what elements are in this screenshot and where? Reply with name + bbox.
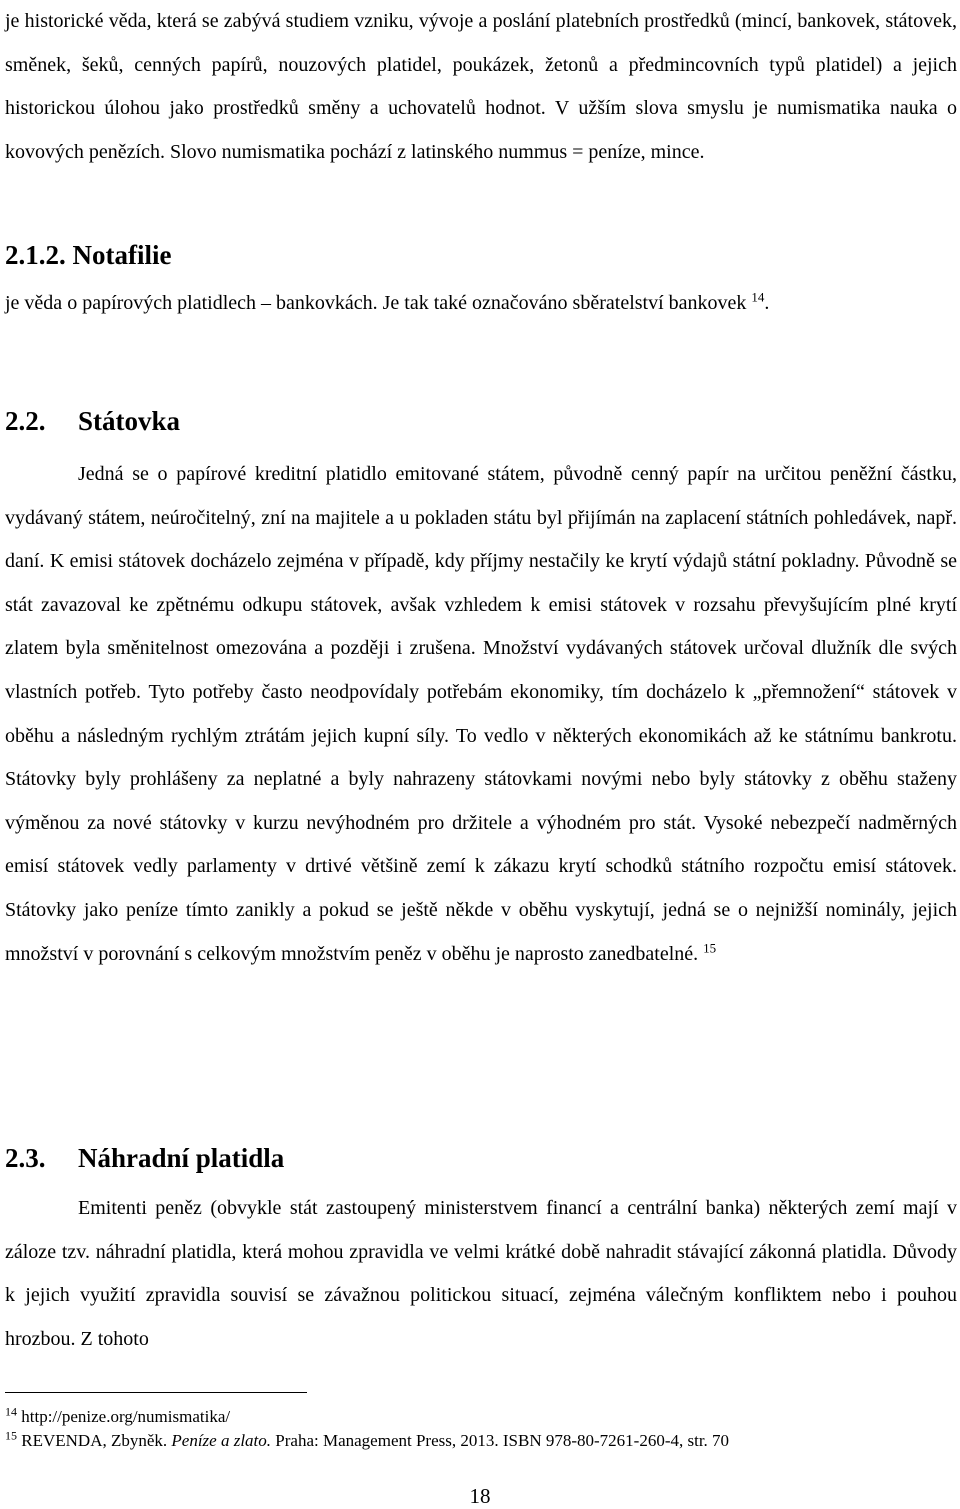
page-number: 18 <box>469 1484 491 1508</box>
footnote-ref-14[interactable]: 14 <box>751 289 765 305</box>
footnote-14 <box>5 1404 231 1427</box>
numismatika-paragraph: je historické věda, která se zabývá studiem vzniku, vývoje a poslání platebních prostředků (mincí, bankovek, státovek, směnek, šeků, cenných papírů, nouzových platidel, poukázek, žetonů a předmincovních typů platidel) a jejich historickou úlohou jako prostředků směny a uchovatelů hodnot. V užším slova smyslu je numismatika nauka o kovových penězích. Slovo numismatika pochází z latinského nummus = peníze, mince. <box>5 10 957 163</box>
heading-number: 2.2. <box>5 406 46 436</box>
heading-statovka <box>5 404 180 438</box>
footnote-15 <box>5 1428 730 1451</box>
footnote-separator <box>5 1392 307 1393</box>
heading-notafilie <box>5 238 171 272</box>
footnote-text-rest: Praha: Management Press, 2013. ISBN 978-80-7261-260-4, str. 70 <box>271 1431 730 1450</box>
heading-title: Notafilie <box>72 240 172 270</box>
heading-title: Náhradní platidla <box>78 1143 285 1173</box>
footnote-link[interactable]: http://penize.org/numismatika/ <box>21 1407 231 1426</box>
heading-number: 2.1.2. <box>5 240 66 270</box>
heading-title: Státovka <box>78 406 181 436</box>
footnote-ref-15[interactable]: 15 <box>703 939 717 955</box>
footnote-number: 15 <box>5 1428 17 1443</box>
footnote-number: 14 <box>5 1404 17 1419</box>
notafilie-paragraph <box>5 282 957 326</box>
paragraph-text: Jedná se o papírové kreditní platidlo emitované státem, původně cenný papír na určitou peněžní částku, vydávaný státem, neúročitelný, zní na majitele a u pokladen státu byl přijímán na zaplacení státních pohledávek, např. daní. K emisi státovek docházelo zejména v případě, kdy příjmy nestačily ke krytí výdajů státní pokladny. Původně se stát zavazoval ke zpětnému odkupu státovek, avšak vzhledem k emisi státovek v rozsahu převyšujícím plné krytí zlatem byla směnitelnost omezována a později i zrušena. Množství vydávaných státovek určoval dlužník dle svých vlastních potřeb. Tyto potřeby často neodpovídaly potřebám ekonomiky, tím docházelo k „přemnožení“ státovek v oběhu a následným rychlým ztrátám jejich kupní síly. To vedlo v některých ekonomikách až ke státnímu bankrotu. Státovky byly prohlášeny za neplatné a byly nahrazeny státovkami novými nebo byly státovky z oběhu staženy výměnou za nové státovky v kurzu nevýhodném pro držitele a výhodném pro stát. Vysoké nebezpečí nadměrných emisí státovek vedly parlamenty v drtivé většině zemí k zákazu krytí schodků státního rozpočtu emisí státovek. Státovky jako peníze tímto zanikly a pokud se ještě někde v oběhu vyskytují, jedná se o nejnižší nominály, jejich množství v porovnání s celkovým množstvím peněz v oběhu je naprosto zanedbatelné. <box>5 463 957 965</box>
footnote-title: Peníze a zlato. <box>171 1431 272 1450</box>
nahradni-platidla-paragraph <box>5 1187 957 1361</box>
statovka-paragraph <box>5 453 957 976</box>
footnote-text: REVENDA, Zbyněk. <box>21 1431 172 1450</box>
heading-nahradni-platidla <box>5 1141 284 1175</box>
heading-number: 2.3. <box>5 1143 46 1173</box>
paragraph-text: Emitenti peněz (obvykle stát zastoupený ministerstvem financí a centrální banka) některých zemí mají v záloze tzv. náhradní platidla, která mohou zpravidla ve velmi krátké době nahradit stávající zákonná platidla. Důvody k jejich využití zpravidla souvisí se závažnou politickou situací, zejména válečným konfliktem nebo i pouhou hrozbou. Z tohoto <box>5 1197 957 1350</box>
paragraph-text: je věda o papírových platidlech – bankovkách. Je tak také označováno sběratelství bankovek <box>5 292 747 314</box>
paragraph-end: . <box>764 292 770 314</box>
